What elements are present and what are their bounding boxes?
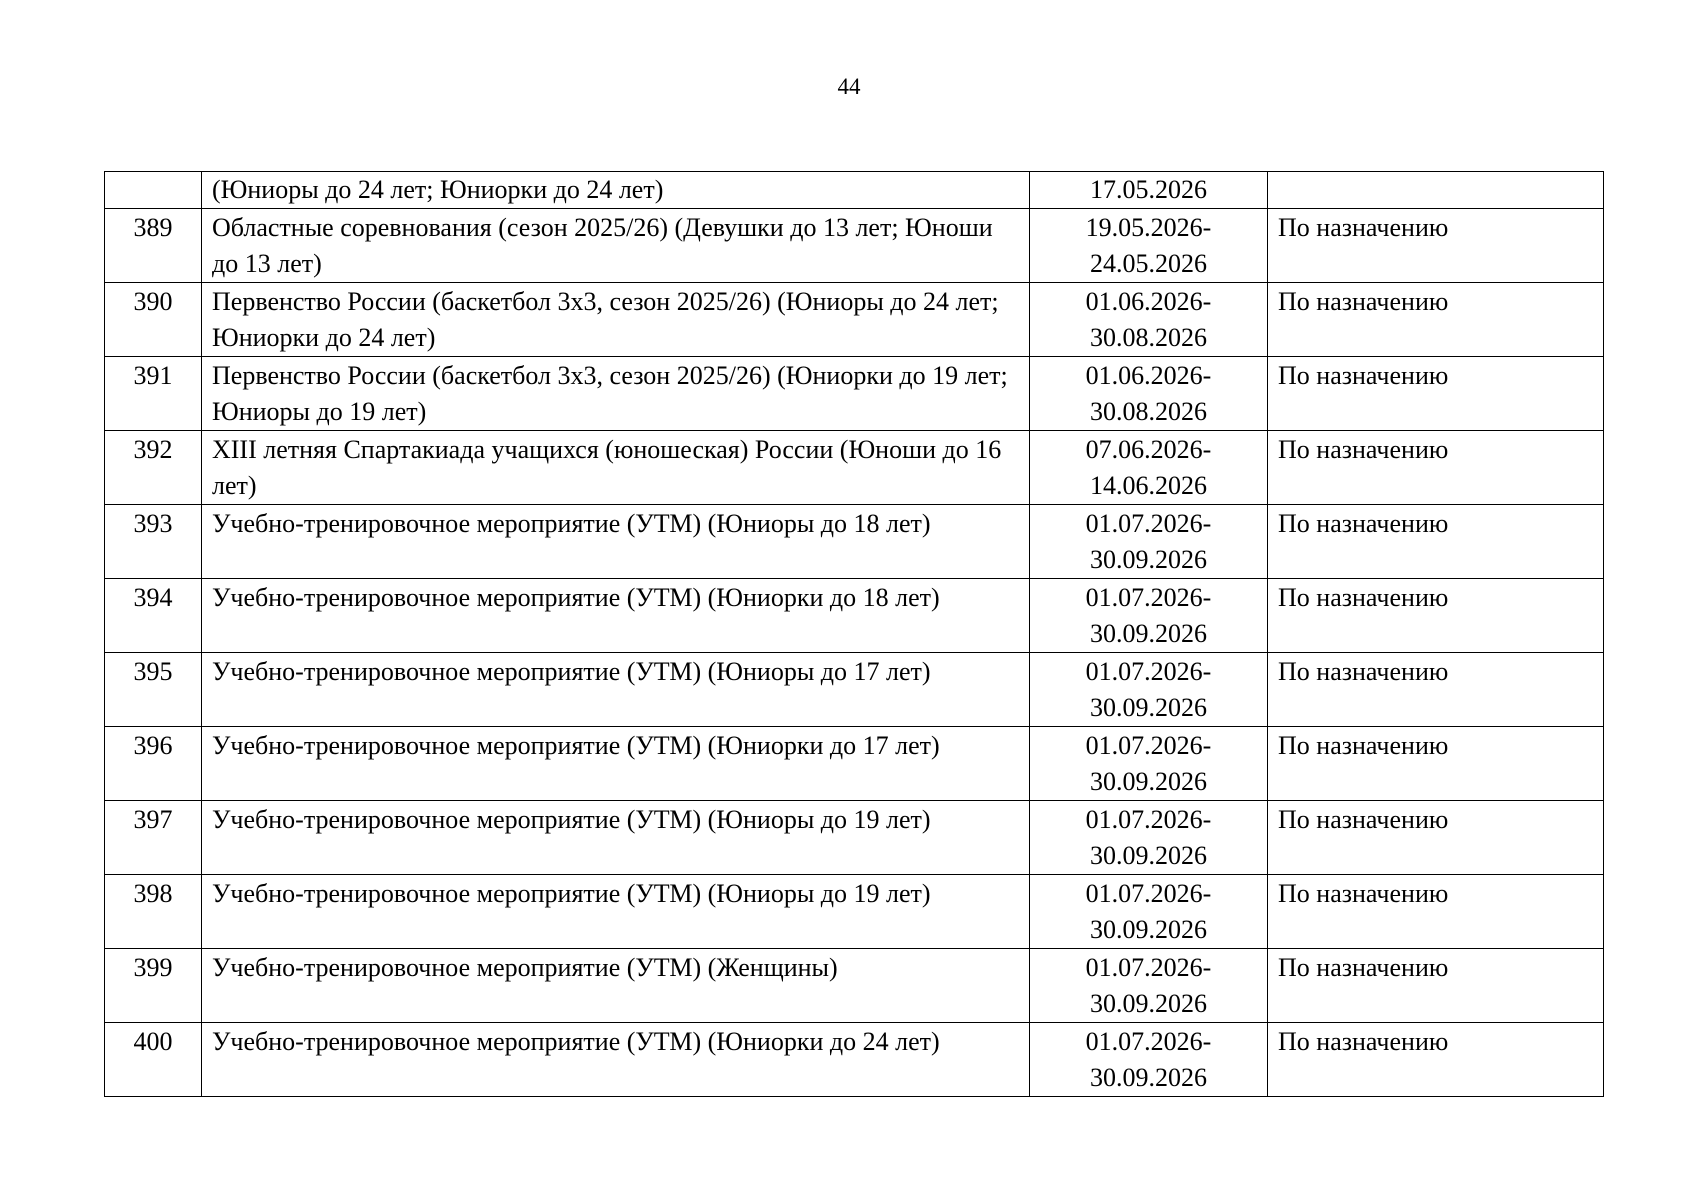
event-dates: 01.07.2026- 30.09.2026 (1030, 875, 1268, 949)
table-row (105, 727, 1604, 801)
row-number: 393 (105, 505, 202, 579)
event-dates: 17.05.2026 (1030, 172, 1268, 209)
event-dates: 01.07.2026- 30.09.2026 (1030, 653, 1268, 727)
row-number: 399 (105, 949, 202, 1023)
event-note: По назначению (1268, 949, 1604, 1023)
event-dates: 19.05.2026- 24.05.2026 (1030, 209, 1268, 283)
row-number: 398 (105, 875, 202, 949)
row-number: 389 (105, 209, 202, 283)
event-note: По назначению (1268, 727, 1604, 801)
event-note: По назначению (1268, 875, 1604, 949)
event-name: XIII летняя Спартакиада учащихся (юношеская) России (Юноши до 16 лет) (202, 431, 1030, 505)
event-note: По назначению (1268, 357, 1604, 431)
row-number: 397 (105, 801, 202, 875)
event-name: Учебно-тренировочное мероприятие (УТМ) (Юниорки до 18 лет) (202, 579, 1030, 653)
event-name: Учебно-тренировочное мероприятие (УТМ) (Юниоры до 18 лет) (202, 505, 1030, 579)
row-number: 392 (105, 431, 202, 505)
table-row (105, 579, 1604, 653)
event-dates: 01.07.2026- 30.09.2026 (1030, 801, 1268, 875)
row-number: 394 (105, 579, 202, 653)
event-note: По назначению (1268, 505, 1604, 579)
event-name: Первенство России (баскетбол 3х3, сезон 2025/26) (Юниоры до 24 лет; Юниорки до 24 лет) (202, 283, 1030, 357)
event-name: Учебно-тренировочное мероприятие (УТМ) (Юниорки до 24 лет) (202, 1023, 1030, 1097)
event-name: Учебно-тренировочное мероприятие (УТМ) (Женщины) (202, 949, 1030, 1023)
event-dates: 01.07.2026- 30.09.2026 (1030, 949, 1268, 1023)
event-note: По назначению (1268, 1023, 1604, 1097)
table-row (105, 505, 1604, 579)
event-dates: 01.07.2026- 30.09.2026 (1030, 727, 1268, 801)
event-note: По назначению (1268, 653, 1604, 727)
event-name: Учебно-тренировочное мероприятие (УТМ) (Юниоры до 19 лет) (202, 875, 1030, 949)
event-dates: 01.06.2026- 30.08.2026 (1030, 283, 1268, 357)
table-row (105, 431, 1604, 505)
event-dates: 01.07.2026- 30.09.2026 (1030, 579, 1268, 653)
table-body (105, 172, 1604, 1097)
table-row-continued (105, 172, 1604, 209)
row-number: 390 (105, 283, 202, 357)
event-name: (Юниоры до 24 лет; Юниорки до 24 лет) (202, 172, 1030, 209)
event-name: Учебно-тренировочное мероприятие (УТМ) (Юниоры до 17 лет) (202, 653, 1030, 727)
row-number: 391 (105, 357, 202, 431)
table-row (105, 653, 1604, 727)
event-note: По назначению (1268, 283, 1604, 357)
row-number (105, 172, 202, 209)
event-note: По назначению (1268, 209, 1604, 283)
table-row (105, 801, 1604, 875)
table-row (105, 209, 1604, 283)
row-number: 395 (105, 653, 202, 727)
event-dates: 01.06.2026- 30.08.2026 (1030, 357, 1268, 431)
table-row (105, 357, 1604, 431)
events-table (104, 171, 1604, 1097)
event-name: Учебно-тренировочное мероприятие (УТМ) (Юниоры до 19 лет) (202, 801, 1030, 875)
event-note: По назначению (1268, 431, 1604, 505)
event-note (1268, 172, 1604, 209)
table-row (105, 1023, 1604, 1097)
event-dates: 01.07.2026- 30.09.2026 (1030, 505, 1268, 579)
event-name: Областные соревнования (сезон 2025/26) (Девушки до 13 лет; Юноши до 13 лет) (202, 209, 1030, 283)
event-note: По назначению (1268, 801, 1604, 875)
event-dates: 07.06.2026- 14.06.2026 (1030, 431, 1268, 505)
row-number: 396 (105, 727, 202, 801)
table-row (105, 875, 1604, 949)
event-name: Первенство России (баскетбол 3х3, сезон 2025/26) (Юниорки до 19 лет; Юниоры до 19 лет) (202, 357, 1030, 431)
event-dates: 01.07.2026- 30.09.2026 (1030, 1023, 1268, 1097)
event-note: По назначению (1268, 579, 1604, 653)
table-row (105, 283, 1604, 357)
page-number: 44 (837, 74, 861, 99)
event-name: Учебно-тренировочное мероприятие (УТМ) (Юниорки до 17 лет) (202, 727, 1030, 801)
table-row (105, 949, 1604, 1023)
row-number: 400 (105, 1023, 202, 1097)
